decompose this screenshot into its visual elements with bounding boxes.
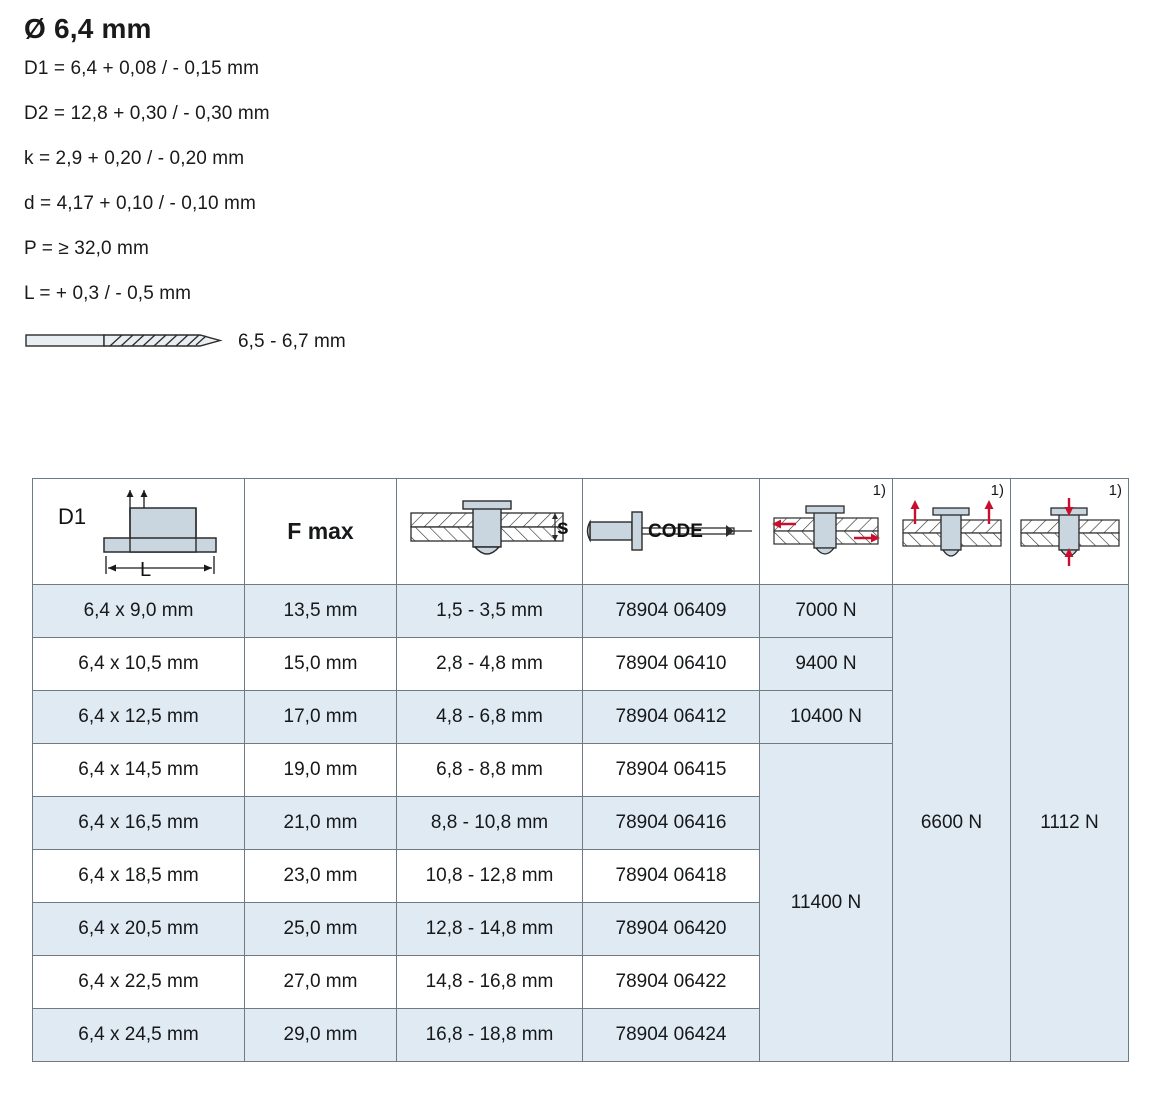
cell-fmax: 19,0 mm	[245, 744, 397, 797]
push-load-icon	[1015, 494, 1125, 570]
cell-fmax: 27,0 mm	[245, 956, 397, 1009]
cell-dimension: 6,4 x 14,5 mm	[33, 744, 245, 797]
cell-fmax: 17,0 mm	[245, 691, 397, 744]
cell-fmax: 15,0 mm	[245, 638, 397, 691]
cell-fmax: 29,0 mm	[245, 1009, 397, 1062]
cell-dimension: 6,4 x 10,5 mm	[33, 638, 245, 691]
cell-code: 78904 06415	[583, 744, 760, 797]
cell-dimension: 6,4 x 9,0 mm	[33, 585, 245, 638]
spec-line-k: k = 2,9 + 0,20 / - 0,20 mm	[24, 147, 245, 169]
header-grip-range	[397, 479, 583, 585]
svg-text:D1: D1	[57, 503, 86, 529]
rivet-profile-icon	[44, 482, 234, 582]
rivet-code-icon	[584, 502, 759, 562]
spec-line-p: P = ≥ 32,0 mm	[24, 237, 149, 259]
rivet-table-wrapper	[32, 478, 1128, 1062]
cell-dimension: 6,4 x 24,5 mm	[33, 1009, 245, 1062]
cell-shear: 9400 N	[760, 638, 893, 691]
cell-code: 78904 06422	[583, 956, 760, 1009]
cell-dimension: 6,4 x 20,5 mm	[33, 903, 245, 956]
cell-fmax: 21,0 mm	[245, 797, 397, 850]
cell-dimension: 6,4 x 16,5 mm	[33, 797, 245, 850]
cell-code: 78904 06424	[583, 1009, 760, 1062]
cell-push-merged: 1112 N	[1011, 585, 1129, 1062]
tensile-load-icon	[897, 494, 1007, 570]
header-tensile-note: 1)	[990, 482, 1004, 499]
cell-grip: 1,5 - 3,5 mm	[397, 585, 583, 638]
cell-grip: 6,8 - 8,8 mm	[397, 744, 583, 797]
cell-code: 78904 06412	[583, 691, 760, 744]
cell-code: 78904 06416	[583, 797, 760, 850]
spec-line-l: L = + 0,3 / - 0,5 mm	[24, 282, 192, 304]
spec-line-d: d = 4,17 + 0,10 / - 0,10 mm	[24, 192, 256, 214]
cell-dimension: 6,4 x 22,5 mm	[33, 956, 245, 1009]
cell-grip: 10,8 - 12,8 mm	[397, 850, 583, 903]
drill-size-label: 6,5 - 6,7 mm	[238, 331, 346, 353]
table-row[interactable]	[33, 585, 1129, 638]
spec-line-d1: D1 = 6,4 + 0,08 / - 0,15 mm	[24, 57, 260, 79]
cell-grip: 14,8 - 16,8 mm	[397, 956, 583, 1009]
cell-grip: 4,8 - 6,8 mm	[397, 691, 583, 744]
cell-code: 78904 06420	[583, 903, 760, 956]
cell-shear: 10400 N	[760, 691, 893, 744]
cell-tensile-merged: 6600 N	[893, 585, 1011, 1062]
cell-grip: 2,8 - 4,8 mm	[397, 638, 583, 691]
cell-grip: 12,8 - 14,8 mm	[397, 903, 583, 956]
table-header	[33, 479, 1129, 585]
cell-shear: 7000 N	[760, 585, 893, 638]
cell-code: 78904 06410	[583, 638, 760, 691]
cell-fmax: 25,0 mm	[245, 903, 397, 956]
table-body	[33, 585, 1129, 1062]
header-grip-label: s	[556, 515, 569, 539]
header-tensile-load	[893, 479, 1011, 585]
rivet-specification-table	[32, 478, 1129, 1062]
header-shear-note: 1)	[872, 482, 886, 499]
header-dimension	[33, 479, 245, 585]
cell-grip: 16,8 - 18,8 mm	[397, 1009, 583, 1062]
grip-range-icon	[405, 489, 575, 575]
specification-block	[0, 0, 1160, 356]
cell-dimension: 6,4 x 18,5 mm	[33, 850, 245, 903]
drill-recommendation	[24, 329, 1160, 356]
spec-line-d2: D2 = 12,8 + 0,30 / - 0,30 mm	[24, 102, 270, 124]
header-push-load	[1011, 479, 1129, 585]
header-fmax	[245, 479, 397, 585]
svg-text:L: L	[139, 558, 151, 581]
header-code-label: CODE	[647, 520, 703, 542]
header-shear-load	[760, 479, 893, 585]
page-title: Ø 6,4 mm	[24, 13, 152, 44]
cell-fmax: 13,5 mm	[245, 585, 397, 638]
header-fmax-label: F max	[287, 518, 354, 544]
shear-load-icon	[766, 496, 886, 568]
cell-shear-merged: 11400 N	[760, 744, 893, 1062]
cell-dimension: 6,4 x 12,5 mm	[33, 691, 245, 744]
header-push-note: 1)	[1108, 482, 1122, 499]
cell-code: 78904 06418	[583, 850, 760, 903]
cell-code: 78904 06409	[583, 585, 760, 638]
drill-bit-icon	[24, 329, 224, 356]
cell-grip: 8,8 - 10,8 mm	[397, 797, 583, 850]
cell-fmax: 23,0 mm	[245, 850, 397, 903]
header-code	[583, 479, 760, 585]
